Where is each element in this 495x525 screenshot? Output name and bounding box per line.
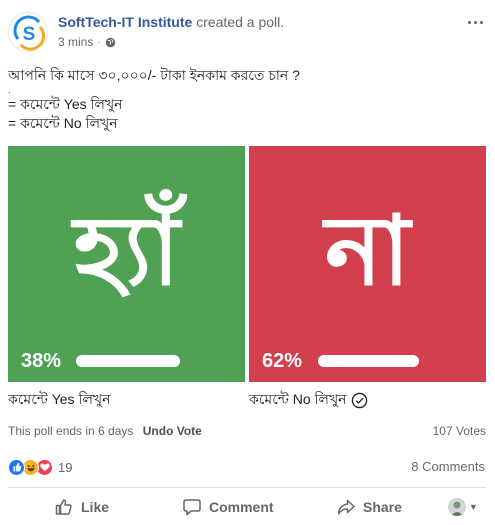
post-actions-bar: [8, 490, 486, 524]
comment-label: Comment: [209, 499, 274, 515]
page-name-link[interactable]: SoftTech-IT Institute: [58, 14, 193, 30]
poll-option-progress-bar: [76, 355, 180, 367]
undo-vote-button[interactable]: Undo Vote: [142, 424, 202, 438]
actions-divider: [8, 487, 486, 488]
reactions-summary[interactable]: [8, 457, 72, 477]
poll-option-progress-bar: [318, 355, 419, 367]
reaction-identity-selector[interactable]: [448, 490, 478, 524]
post-text-line: .: [8, 85, 11, 95]
reaction-count: 19: [58, 459, 73, 475]
share-button[interactable]: [336, 490, 402, 524]
post-text-line: আপনি কি মাসে ৩০,০০০/- টাকা ইনকাম করতে চান ?: [8, 67, 300, 83]
page-avatar[interactable]: [8, 12, 48, 52]
vote-count[interactable]: 107 Votes: [432, 424, 486, 438]
comments-count-link[interactable]: 8 Comments: [411, 459, 485, 474]
poll-option-label-text: কমেন্টে No লিখুন: [249, 391, 347, 407]
thumbs-up-icon: [54, 497, 74, 517]
comment-button[interactable]: [182, 490, 274, 524]
poll-option-percent: 38%: [21, 350, 62, 372]
softtech-logo-icon: [9, 13, 48, 52]
selected-check-icon: [351, 392, 368, 409]
svg-text:S: S: [22, 24, 36, 45]
poll-option-label-yes[interactable]: [8, 388, 110, 412]
poll-option-label-no[interactable]: [249, 388, 368, 412]
poll-ends-text: This poll ends in 6 days: [8, 424, 134, 438]
share-label: Share: [363, 499, 402, 515]
poll-option-yes[interactable]: [8, 146, 245, 382]
poll-option-no[interactable]: [249, 146, 486, 382]
like-button[interactable]: [54, 490, 109, 524]
post-header: [8, 10, 487, 54]
poll-option-word: না: [324, 195, 411, 307]
post-body: [8, 66, 486, 133]
post-timestamp[interactable]: 3 mins: [58, 35, 94, 49]
more-options-icon[interactable]: [465, 14, 485, 30]
post-title-line: [58, 14, 284, 30]
post-text-line: = কমেন্টে No লিখুন: [8, 115, 118, 131]
chevron-down-icon: ▼: [469, 502, 478, 512]
share-arrow-icon: [336, 497, 356, 517]
meta-separator: ·: [97, 36, 101, 48]
globe-icon[interactable]: [105, 37, 116, 48]
poll-option-label-text: কমেন্টে Yes লিখুন: [8, 391, 111, 407]
comment-bubble-icon: [182, 497, 202, 517]
like-reaction-icon: [8, 459, 25, 476]
user-avatar: [448, 498, 466, 516]
poll-option-percent: 62%: [262, 350, 303, 372]
poll-footer: [8, 424, 486, 438]
post-text-line: = কমেন্টে Yes লিখুন: [8, 96, 123, 112]
like-label: Like: [81, 499, 110, 515]
poll-option-word: হ্যাঁ: [73, 195, 180, 307]
post-meta: [58, 35, 116, 49]
post-action-text: created a poll.: [196, 14, 285, 30]
